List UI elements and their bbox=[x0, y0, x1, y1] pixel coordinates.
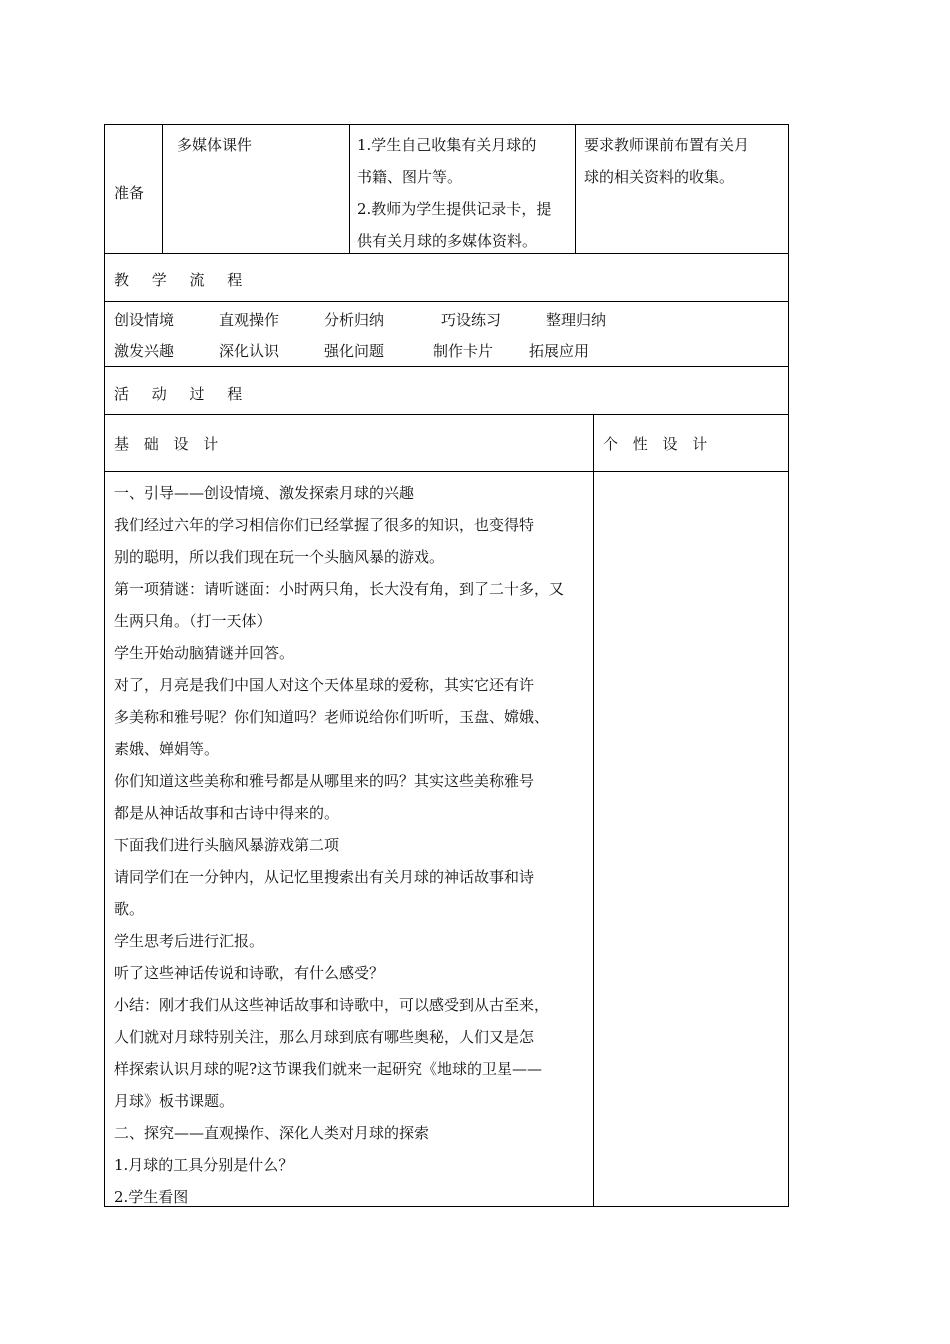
flow-item: 整理归纳 bbox=[546, 311, 607, 329]
flow-item: 激发兴趣 bbox=[114, 342, 175, 360]
prep-row bbox=[104, 124, 789, 254]
prep-teacher-line: 球的相关资料的收集。 bbox=[584, 168, 735, 186]
body-line: 二、探究——直观操作、深化人类对月球的探索 bbox=[114, 1124, 430, 1142]
basic-header-cell bbox=[105, 415, 594, 471]
flow-item: 深化认识 bbox=[219, 342, 280, 360]
flow-row bbox=[104, 302, 789, 367]
body-line: 小结：刚才我们从这些神话故事和诗歌中，可以感受到从古至来， bbox=[114, 996, 550, 1014]
personal-design-cell bbox=[594, 472, 788, 1206]
prep-label-cell bbox=[105, 125, 163, 253]
body-line: 请同学们在一分钟内，从记忆里搜索出有关月球的神话故事和诗 bbox=[114, 868, 535, 886]
prep-student-line: 书籍、图片等。 bbox=[357, 168, 463, 186]
body-line: 一、引导——创设情境、激发探索月球的兴趣 bbox=[114, 484, 415, 502]
body-line: 下面我们进行头脑风暴游戏第二项 bbox=[114, 836, 340, 854]
body-line: 学生思考后进行汇报。 bbox=[114, 932, 265, 950]
personal-header-cell bbox=[594, 415, 788, 471]
activity-header: 活 动 过 程 bbox=[114, 385, 252, 403]
body-line: 你们知道这些美称和雅号都是从哪里来的吗？其实这些美称雅号 bbox=[114, 772, 535, 790]
body-line: 都是从神话故事和古诗中得来的。 bbox=[114, 804, 340, 822]
prep-teacher-line: 要求教师课前布置有关月 bbox=[584, 136, 750, 154]
body-line: 听了这些神话传说和诗歌，有什么感受？ bbox=[114, 964, 385, 982]
flow-item: 拓展应用 bbox=[529, 342, 590, 360]
flow-line-2 bbox=[105, 336, 788, 367]
prep-student-line: 供有关月球的多媒体资料。 bbox=[357, 232, 538, 250]
flow-item: 分析归纳 bbox=[324, 311, 385, 329]
prep-label: 准备 bbox=[114, 184, 145, 202]
prep-media-cell bbox=[163, 125, 350, 253]
body-line: 第一项猜谜：请听谜面：小时两只角，长大没有角，到了二十多，又 bbox=[114, 580, 565, 598]
flow-header-row bbox=[104, 254, 789, 302]
body-line: 生两只角。（打一天体） bbox=[114, 612, 272, 630]
flow-item: 直观操作 bbox=[219, 311, 280, 329]
flow-item: 巧设练习 bbox=[441, 311, 502, 329]
body-line: 学生开始动脑猜谜并回答。 bbox=[114, 644, 295, 662]
body-line: 1.月球的工具分别是什么？ bbox=[114, 1156, 294, 1174]
basic-design-cell bbox=[105, 472, 594, 1206]
body-line: 素娥、婵娟等。 bbox=[114, 740, 220, 758]
body-row bbox=[104, 472, 789, 1207]
body-line: 月球》板书课题。 bbox=[114, 1092, 235, 1110]
activity-header-row bbox=[104, 367, 789, 415]
lesson-plan-table bbox=[104, 124, 789, 1207]
prep-student-line: 2.教师为学生提供记录卡，提 bbox=[357, 200, 552, 218]
flow-item: 强化问题 bbox=[324, 342, 385, 360]
flow-item: 制作卡片 bbox=[433, 342, 494, 360]
body-line: 2.学生看图 bbox=[114, 1188, 189, 1206]
prep-student-line: 1.学生自己收集有关月球的 bbox=[357, 136, 537, 154]
prep-student-cell bbox=[350, 125, 576, 253]
body-line: 歌。 bbox=[114, 900, 145, 918]
flow-line-1 bbox=[105, 305, 788, 336]
body-line: 多美称和雅号呢？你们知道吗？老师说给你们听听，玉盘、嫦娥、 bbox=[114, 708, 550, 726]
body-line: 样探索认识月球的呢?这节课我们就来一起研究《地球的卫星—— bbox=[114, 1060, 543, 1078]
body-line: 对了，月亮是我们中国人对这个天体星球的爱称，其实它还有许 bbox=[114, 676, 535, 694]
basic-header: 基 础 设 计 bbox=[114, 435, 224, 453]
prep-media: 多媒体课件 bbox=[177, 136, 253, 154]
prep-teacher-cell bbox=[576, 125, 788, 253]
personal-header: 个 性 设 计 bbox=[603, 435, 713, 453]
body-line: 别的聪明，所以我们现在玩一个头脑风暴的游戏。 bbox=[114, 548, 445, 566]
design-header-row bbox=[104, 415, 789, 472]
body-line: 人们就对月球特别关注，那么月球到底有哪些奥秘，人们又是怎 bbox=[114, 1028, 535, 1046]
body-line: 我们经过六年的学习相信你们已经掌握了很多的知识，也变得特 bbox=[114, 516, 535, 534]
flow-header: 教 学 流 程 bbox=[114, 271, 252, 289]
flow-item: 创设情境 bbox=[114, 311, 175, 329]
